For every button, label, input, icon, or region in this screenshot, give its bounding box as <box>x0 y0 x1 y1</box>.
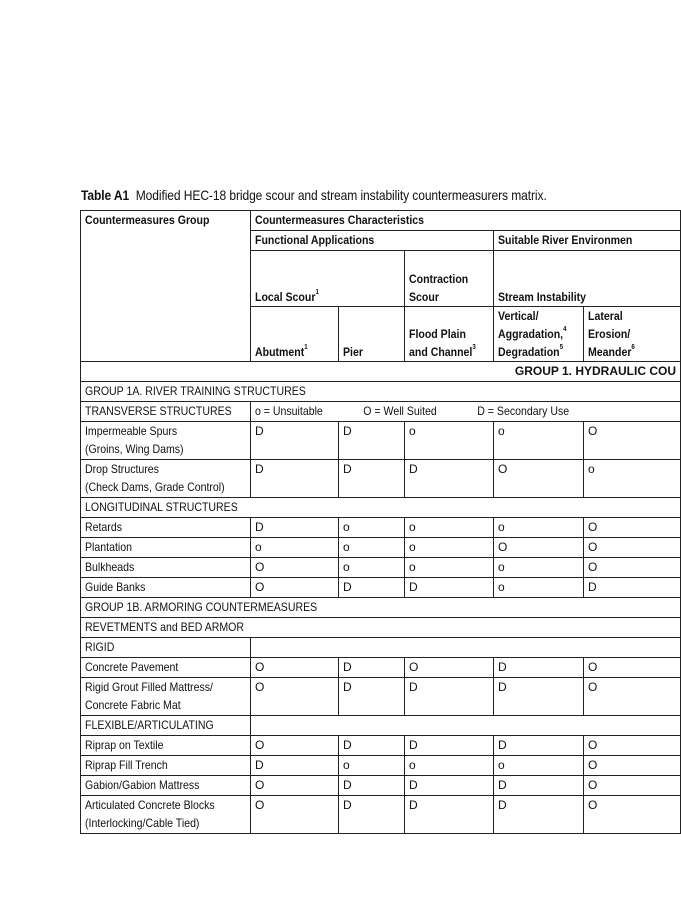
matrix-cell: D <box>494 658 584 678</box>
countermeasures-matrix <box>80 210 680 834</box>
matrix-cell: O <box>251 578 339 598</box>
table-row: Guide Banks O D D o D <box>81 578 681 598</box>
longitudinal-heading: LONGITUDINAL STRUCTURES <box>81 498 681 518</box>
functional-applications-header: Functional Applications <box>251 231 494 251</box>
table-row: Concrete Pavement O D O D O <box>81 658 681 678</box>
legend <box>251 402 681 422</box>
matrix-cell: D <box>251 518 339 538</box>
matrix-cell: O <box>584 558 681 578</box>
matrix-cell: O <box>251 678 339 716</box>
matrix-cell: O <box>584 776 681 796</box>
matrix-cell: O <box>584 796 681 834</box>
table-row: Riprap Fill Trench D o o o O <box>81 756 681 776</box>
matrix-cell: o <box>405 558 494 578</box>
table-row: Plantation o o o O O <box>81 538 681 558</box>
table-row: Bulkheads O o o o O <box>81 558 681 578</box>
table-row: Rigid Grout Filled Mattress/ Concrete Fabric Mat O D D D O <box>81 678 681 716</box>
legend-unsuitable: o = Unsuitable <box>255 404 323 418</box>
table-caption <box>81 187 547 203</box>
matrix-cell: O <box>584 736 681 756</box>
abutment-header: Abutment$^1$ <box>251 307 339 362</box>
matrix-cell: o <box>494 578 584 598</box>
matrix-cell: O <box>251 736 339 756</box>
matrix-cell: D <box>339 460 405 498</box>
rigid-heading: RIGID <box>81 638 251 658</box>
matrix-cell: D <box>251 756 339 776</box>
revetments-heading: REVETMENTS and BED ARMOR <box>81 618 681 638</box>
matrix-cell: O <box>584 678 681 716</box>
table-row: Articulated Concrete Blocks (Interlocking/Cable Tied) O D D D O <box>81 796 681 834</box>
lateral-erosion-header: Lateral Erosion/ Meander$^6$ <box>584 307 681 362</box>
table-row: Drop Structures (Check Dams, Grade Control) D D D O o <box>81 460 681 498</box>
matrix-cell: D <box>405 678 494 716</box>
matrix-cell: D <box>405 578 494 598</box>
matrix-cell: D <box>494 776 584 796</box>
pier-header: Pier <box>339 307 405 362</box>
matrix-cell: D <box>494 678 584 716</box>
matrix-cell: D <box>584 578 681 598</box>
matrix-cell: O <box>584 756 681 776</box>
matrix-cell: o <box>339 756 405 776</box>
matrix-cell: o <box>339 558 405 578</box>
matrix-cell: o <box>405 422 494 460</box>
matrix-cell: O <box>584 518 681 538</box>
group1-heading: GROUP 1. HYDRAULIC COU <box>81 362 681 382</box>
group1b-heading: GROUP 1B. ARMORING COUNTERMEASURES <box>81 598 681 618</box>
matrix-cell: O <box>494 460 584 498</box>
table-label: Table A1 <box>81 187 130 203</box>
legend-well-suited: O = Well Suited <box>363 404 437 418</box>
matrix-cell: D <box>251 422 339 460</box>
matrix-cell: D <box>339 658 405 678</box>
matrix-cell: o <box>494 422 584 460</box>
matrix-cell: o <box>251 538 339 558</box>
matrix-cell: D <box>405 460 494 498</box>
matrix-cell: o <box>494 558 584 578</box>
matrix-cell: D <box>339 578 405 598</box>
matrix-cell: O <box>251 776 339 796</box>
matrix-cell: o <box>584 460 681 498</box>
group1a-heading: GROUP 1A. RIVER TRAINING STRUCTURES <box>81 382 681 402</box>
matrix-cell: D <box>494 796 584 834</box>
matrix-cell: O <box>584 538 681 558</box>
group-column-header: Countermeasures Group <box>81 211 251 362</box>
contraction-scour-header: Contraction Scour <box>405 251 494 307</box>
matrix-cell: o <box>405 756 494 776</box>
local-scour-header: Local Scour$^1$ <box>251 251 405 307</box>
matrix-cell: D <box>339 776 405 796</box>
matrix-cell: O <box>251 558 339 578</box>
matrix-cell: o <box>494 756 584 776</box>
table-row: Impermeable Spurs (Groins, Wing Dams) D D o o O <box>81 422 681 460</box>
matrix-cell: D <box>339 796 405 834</box>
matrix-cell: o <box>405 518 494 538</box>
matrix-cell: o <box>405 538 494 558</box>
matrix-cell: D <box>405 796 494 834</box>
matrix-cell: o <box>494 518 584 538</box>
legend-secondary: D = Secondary Use <box>477 404 570 418</box>
matrix-cell: D <box>405 776 494 796</box>
vertical-degradation-header: Vertical/ Aggradation,$^4$ Degradation$^5$ <box>494 307 584 362</box>
table-row: Gabion/Gabion Mattress O D D D O <box>81 776 681 796</box>
matrix-cell: O <box>584 422 681 460</box>
transverse-heading: TRANSVERSE STRUCTURES <box>81 402 251 422</box>
flexible-heading: FLEXIBLE/ARTICULATING <box>81 716 251 736</box>
matrix-cell: D <box>339 678 405 716</box>
table-row: Retards D o o o O <box>81 518 681 538</box>
suitable-river-env-header: Suitable River Environmen <box>494 231 681 251</box>
matrix-cell: D <box>251 460 339 498</box>
matrix-cell: O <box>494 538 584 558</box>
matrix-cell: D <box>339 422 405 460</box>
stream-instability-header: Stream Instability <box>494 251 681 307</box>
matrix-cell: D <box>494 736 584 756</box>
matrix-cell: O <box>251 796 339 834</box>
matrix-cell: o <box>339 538 405 558</box>
matrix-cell: o <box>339 518 405 538</box>
matrix-cell: D <box>405 736 494 756</box>
matrix-cell: O <box>405 658 494 678</box>
matrix-cell: D <box>339 736 405 756</box>
characteristics-header: Countermeasures Characteristics <box>251 211 681 231</box>
table-row: Riprap on Textile O D D D O <box>81 736 681 756</box>
flood-plain-header: Flood Plain and Channel$^3$ <box>405 307 494 362</box>
matrix-cell: O <box>251 658 339 678</box>
table-caption-text: Modified HEC-18 bridge scour and stream instability countermeasurers matrix. <box>135 187 547 203</box>
matrix-cell: O <box>584 658 681 678</box>
